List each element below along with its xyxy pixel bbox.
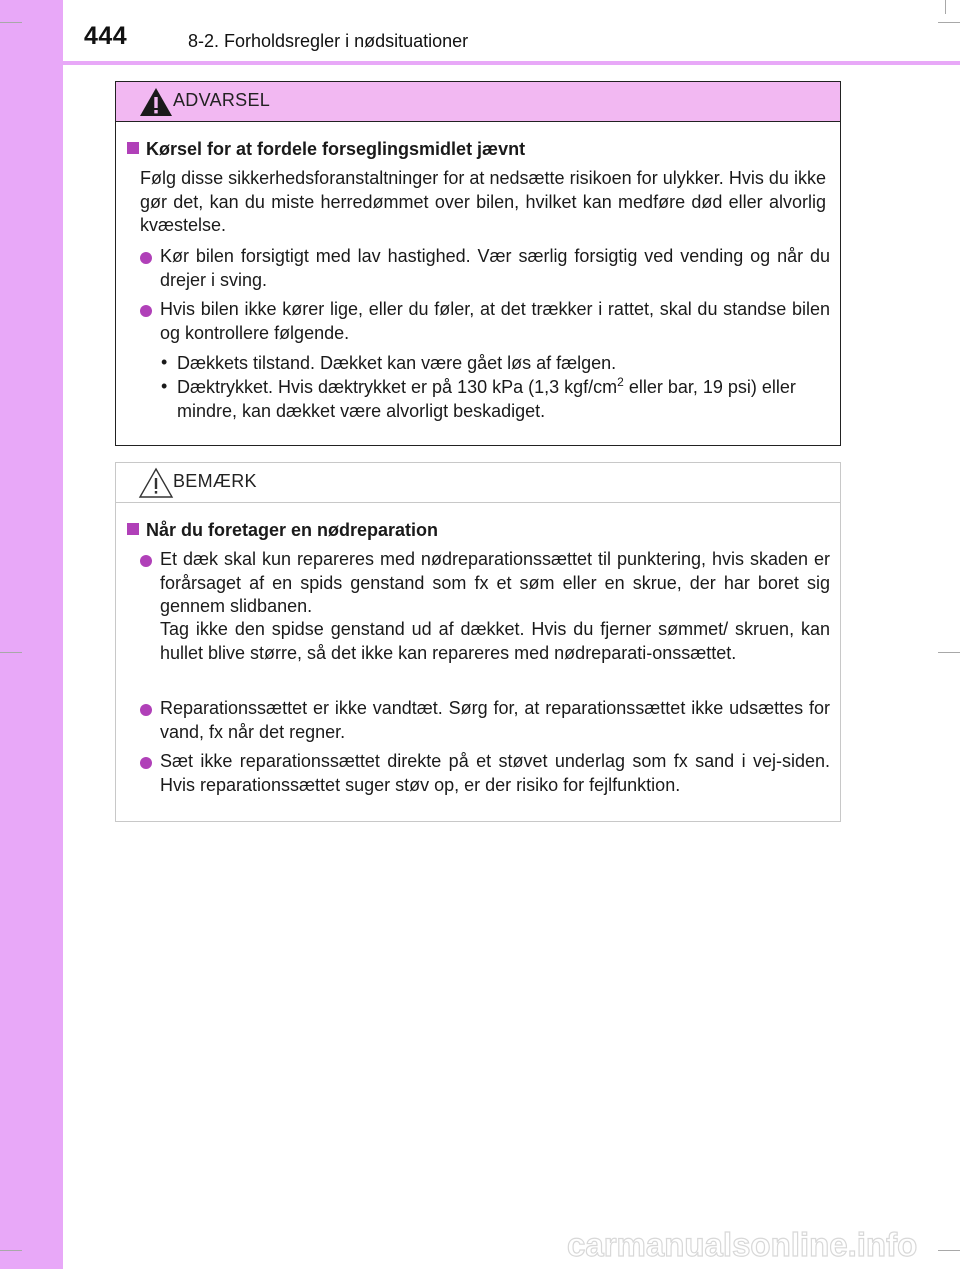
round-bullet-icon [140,555,152,567]
warning-bullet-1: Kør bilen forsigtigt med lav hastighed. Vær særlig forsigtig ved vending og når du drejer i sving. [160,246,830,290]
note-bullet-2: Reparationssættet er ikke vandtæt. Sørg for, at reparationssættet ikke udsættes for vand, fx når det regner. [160,698,830,742]
caution-triangle-icon [138,467,174,499]
side-color-band [0,0,63,1269]
warning-triangle-icon [138,86,174,118]
note-bullet-1: Et dæk skal kun repareres med nødreparationssættet til punktering, hvis skaden er forårsaget af en spids genstand som fx et søm eller en skrue, der har boret sig gennem slidbanen. [160,549,830,616]
note-section-title [127,520,438,541]
square-bullet-icon [127,523,139,535]
note-section-title-text: Når du foretager en nødreparation [146,520,439,540]
crop-mark [0,22,22,23]
note-box [115,462,841,822]
square-bullet-icon [127,142,139,154]
header-rule [63,61,960,65]
crop-mark [945,0,946,14]
sub-bullet-mark: • [161,376,168,396]
warning-box [115,81,841,446]
watermark-logo [565,1222,955,1266]
round-bullet-icon [140,757,152,769]
warning-section-title [127,139,525,160]
chapter-title: 8-2. Forholdsregler i nødsituationer [188,31,469,51]
sub-bullet-mark: • [161,352,168,372]
page-number: 444 [84,22,128,50]
round-bullet-icon [140,252,152,264]
watermark-text: carmanualsonline.info [567,1226,918,1263]
crop-mark [938,652,960,653]
superscript: 2 [617,375,624,389]
warning-bullet-2: Hvis bilen ikke kører lige, eller du føler, at det trækker i rattet, skal du standse bilen og kontrollere følgende. [160,299,830,343]
warning-section-title-text: Kørsel for at fordele forseglingsmidlet jævnt [146,139,526,159]
sub-bullet-2 [177,376,826,423]
crop-mark [0,1250,22,1251]
round-bullet-icon [140,305,152,317]
warning-header [116,82,840,122]
note-label: BEMÆRK [173,471,257,491]
note-bullet-1-continued: Tag ikke den spidse genstand ud af dækket. Hvis du fjerner sømmet/ skruen, kan hullet blive større, så det ikke kan repareres med nødreparati-onssættet. [160,619,830,663]
crop-mark [0,652,22,653]
sub-bullet-2-text: Dæktrykket. Hvis dæktrykket er på 130 kPa (1,3 kgf/cm [177,377,618,397]
warning-label: ADVARSEL [173,90,271,110]
sub-bullet-1: Dækkets tilstand. Dækket kan være gået løs af fælgen. [177,353,617,373]
crop-mark [938,22,960,23]
note-bullet-3: Sæt ikke reparationssættet direkte på et støvet underlag som fx sand i vej-siden. Hvis reparationssættet suger støv op, er der risiko for fejlfunktion. [160,751,830,795]
sub-bullet-2-text-end: eller bar, 19 psi) eller mindre, kan dækket være alvorligt beskadiget. [177,377,796,421]
warning-intro: Følg disse sikkerhedsforanstaltninger for at nedsætte risikoen for ulykker. Hvis du ikke gør det, kan du miste herredømmet over bilen, hvilket kan medføre død eller alvorlig kvæstelse. [140,168,826,235]
round-bullet-icon [140,704,152,716]
note-header [116,463,840,503]
